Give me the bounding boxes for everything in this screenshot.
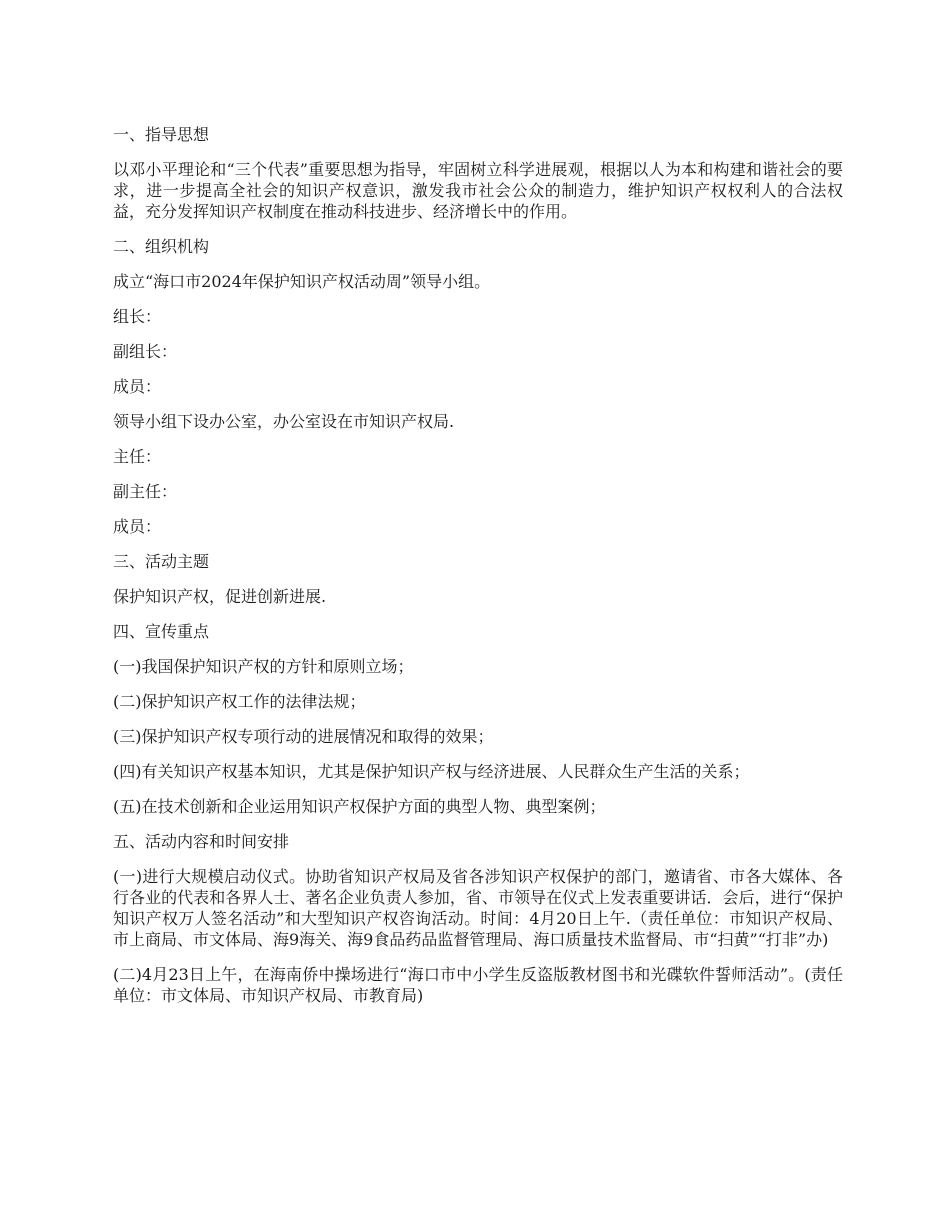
section-heading-theme: 三、活动主题 — [113, 552, 210, 571]
publicity-item-2: (二)保护知识产权工作的法律法规； — [113, 692, 366, 711]
theme-text: 保护知识产权，促进创新进展. — [113, 587, 327, 606]
publicity-item-1: (一)我国保护知识产权的方针和原则立场； — [113, 657, 414, 676]
publicity-item-4: (四)有关知识产权基本知识，尤其是保护知识产权与经济进展、人民群众生产生活的关系； — [113, 762, 750, 781]
office-director-label: 主任： — [113, 447, 162, 466]
group-leader-label: 组长： — [113, 307, 162, 326]
leading-group-text: 成立“海口市2024年保护知识产权活动周”领导小组。 — [113, 272, 491, 291]
section-heading-publicity: 四、宣传重点 — [113, 622, 210, 641]
publicity-item-3: (三)保护知识产权专项行动的进展情况和取得的效果； — [113, 727, 494, 746]
section-heading-organization: 二、组织机构 — [113, 237, 210, 256]
publicity-item-5: (五)在技术创新和企业运用知识产权保护方面的典型人物、典型案例； — [113, 797, 606, 816]
activity-item-1: (一)进行大规模启动仪式。协助省知识产权局及省各涉知识产权保护的部门，邀请省、市各大媒体、各行各业的代表和各界人士、著名企业负责人参加，省、市领导在仪式上发表重要讲话．会后，进行“保护知识产权万人签名活动”和大型知识产权咨询活动。时间：4月20日上午.（责任单位：市知识产权局、市上商局、市文体局、海9海关、海9食品药品监督管理局、海口质量技术监督局、市“扫黄”“打非”办) — [113, 867, 843, 949]
deputy-group-leader-label: 副组长： — [113, 342, 178, 361]
activity-item-2: (二)4月23日上午，在海南侨中操场进行“海口市中小学生反盗版教材图书和光碟软件誓师活动”。(责任单位：市文体局、市知识产权局、市教育局) — [113, 965, 843, 1005]
office-members-label: 成员： — [113, 517, 162, 536]
section-heading-activities: 五、活动内容和时间安排 — [113, 832, 290, 851]
document-page — [113, 124, 843, 1020]
section-heading-guiding-ideology: 一、指导思想 — [113, 125, 210, 144]
guiding-ideology-text: 以邓小平理论和“三个代表”重要思想为指导，牢固树立科学进展观，根据以人为本和构建和谐社会的要求，进一步提高全社会的知识产权意识，激发我市社会公众的制造力，维护知识产权权利人的合法权益，充分发挥知识产权制度在推动科技进步、经济增长中的作用。 — [113, 160, 843, 221]
office-deputy-director-label: 副主任： — [113, 482, 178, 501]
group-members-label: 成员： — [113, 377, 162, 396]
office-setup-text: 领导小组下设办公室，办公室设在市知识产权局. — [113, 412, 455, 431]
